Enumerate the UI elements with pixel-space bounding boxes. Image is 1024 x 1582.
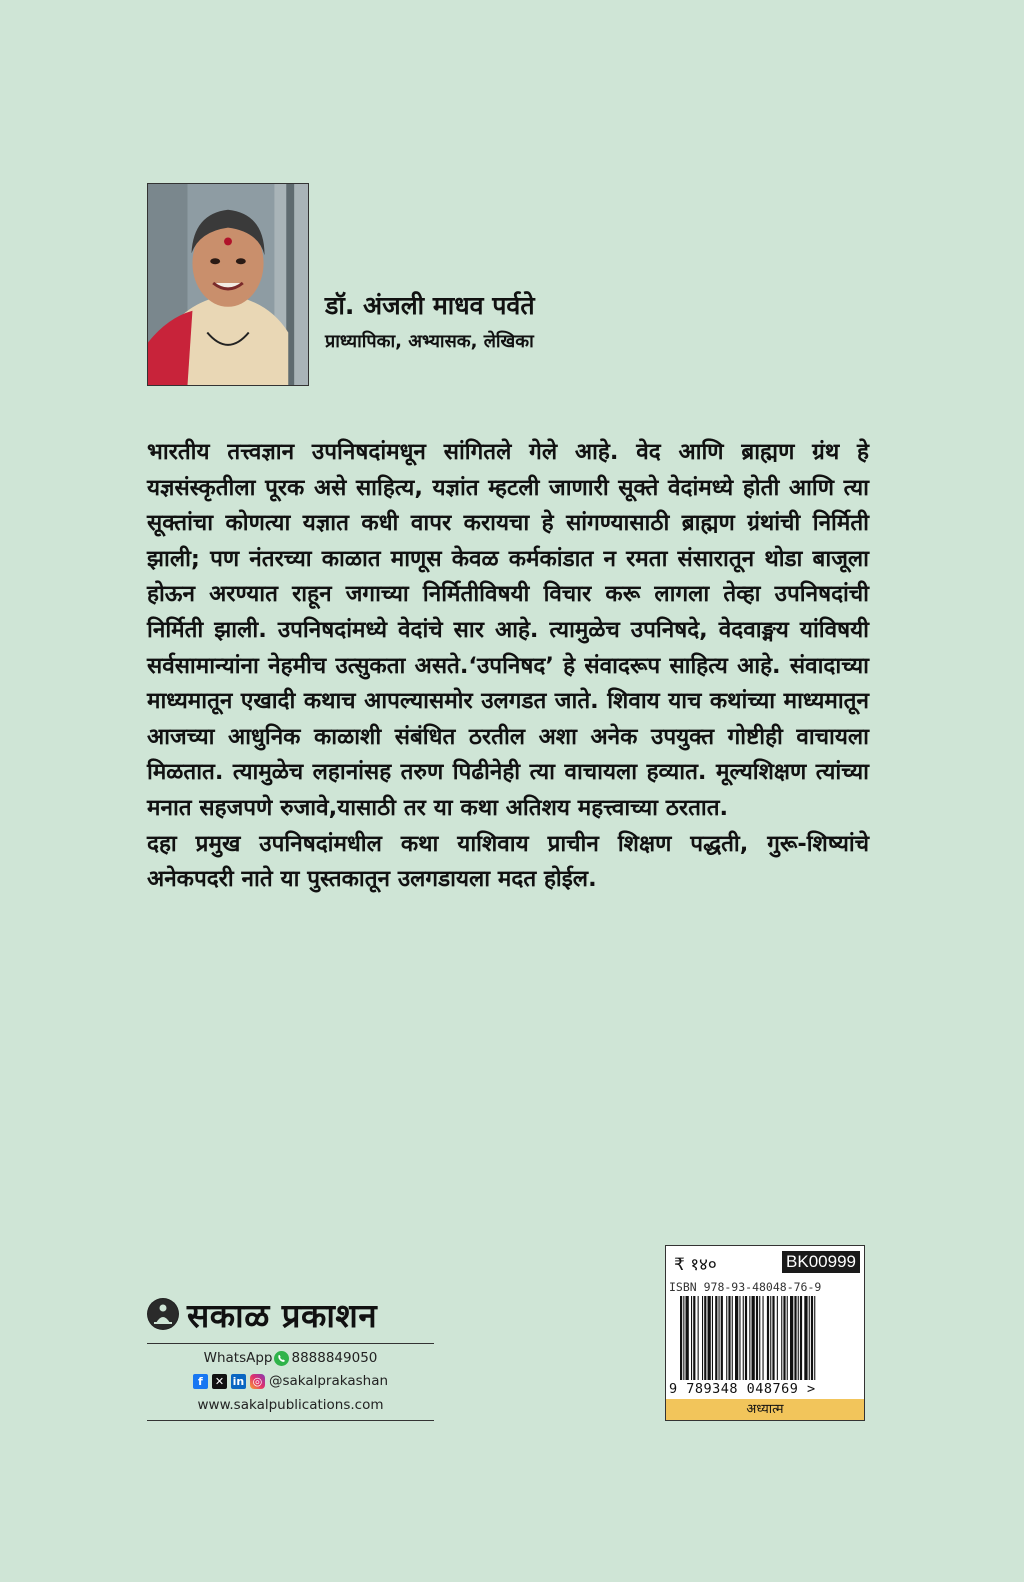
barcode-bar bbox=[745, 1296, 747, 1380]
barcode-bar bbox=[800, 1296, 802, 1380]
barcode-bar bbox=[798, 1296, 799, 1380]
instagram-icon[interactable]: ◎ bbox=[250, 1374, 265, 1389]
barcode-bar bbox=[814, 1296, 815, 1380]
ean-digits: 9 789348 048769 > bbox=[669, 1381, 816, 1397]
barcode-bar bbox=[693, 1296, 695, 1380]
barcode-bar bbox=[772, 1296, 774, 1380]
barcode-bar bbox=[787, 1296, 788, 1380]
whatsapp-icon bbox=[274, 1351, 289, 1366]
barcode-bar bbox=[702, 1296, 703, 1380]
facebook-icon[interactable]: f bbox=[193, 1374, 208, 1389]
isbn-text: ISBN 978-93-48048-76-9 bbox=[669, 1280, 822, 1294]
social-links bbox=[147, 1373, 434, 1389]
barcode-bar bbox=[811, 1296, 813, 1380]
author-portrait-image bbox=[148, 184, 308, 385]
barcode-image bbox=[680, 1296, 856, 1380]
barcode-bar bbox=[749, 1296, 750, 1380]
publisher-website: www.sakalpublications.com bbox=[197, 1397, 384, 1413]
barcode-bar bbox=[809, 1296, 810, 1380]
whatsapp-label: WhatsApp bbox=[203, 1350, 273, 1366]
author-photo bbox=[147, 183, 309, 386]
publisher-name: सकाळ प्रकाशन bbox=[187, 1295, 378, 1335]
barcode-bar bbox=[743, 1296, 744, 1380]
publisher-divider-top bbox=[147, 1343, 434, 1344]
barcode-bar bbox=[712, 1296, 713, 1380]
barcode-bar bbox=[691, 1296, 692, 1380]
barcode-bar bbox=[767, 1296, 769, 1380]
barcode-bar bbox=[756, 1296, 758, 1380]
product-code: BK00999 bbox=[782, 1251, 860, 1273]
barcode-bar bbox=[719, 1296, 720, 1380]
barcode-bar bbox=[794, 1296, 796, 1380]
publisher-divider-bottom bbox=[147, 1420, 434, 1421]
x-icon[interactable]: ✕ bbox=[212, 1374, 227, 1389]
barcode-bar bbox=[783, 1296, 785, 1380]
barcode-bar bbox=[759, 1296, 760, 1380]
price: ₹ १४० bbox=[674, 1255, 717, 1275]
author-name: डॉ. अंजली माधव पर्वते bbox=[325, 291, 535, 320]
barcode-bar bbox=[804, 1296, 807, 1380]
barcode-bars bbox=[680, 1296, 856, 1380]
barcode-bar bbox=[708, 1296, 711, 1380]
barcode-bar bbox=[683, 1296, 684, 1380]
barcode-bar bbox=[739, 1296, 740, 1380]
genre-band: अध्यात्म bbox=[666, 1399, 864, 1420]
barcode-bar bbox=[777, 1296, 778, 1380]
barcode-bar bbox=[763, 1296, 764, 1380]
barcode-bar bbox=[790, 1296, 793, 1380]
barcode-bar bbox=[715, 1296, 717, 1380]
author-role: प्राध्यापिका, अभ्यासक, लेखिका bbox=[325, 331, 534, 352]
barcode-bar bbox=[680, 1296, 682, 1380]
barcode-bar bbox=[704, 1296, 706, 1380]
publisher-logo bbox=[147, 1292, 435, 1336]
blurb-paragraph-2: दहा प्रमुख उपनिषदांमधील कथा याशिवाय प्राचीन शिक्षण पद्धती, गुरू-शिष्यांचे अनेकपदरी नाते या पुस्तकातून उलगडायला मदत होईल. bbox=[147, 830, 869, 893]
barcode-bar bbox=[732, 1296, 733, 1380]
barcode-bar bbox=[721, 1296, 723, 1380]
barcode-bar bbox=[686, 1296, 689, 1380]
social-handle: @sakalprakashan bbox=[268, 1373, 389, 1389]
blurb-paragraph-1: भारतीय तत्त्वज्ञान उपनिषदांमधून सांगितले गेले आहे. वेद आणि ब्राह्मण ग्रंथ हे यज्ञसंस्कृतीला पूरक असे साहित्य, यज्ञांत म्हटली जाणारी सूक्ते वेदांमध्ये होती आणि त्या सूक्तांचा कोणत्या यज्ञात कधी वापर करायचा हे सांगण्यासाठी ब्राह्मण ग्रंथांची निर्मिती झाली; पण नंतरच्या काळात माणूस केवळ कर्मकांडात न रमता संसारातून थोडा बाजूला होऊन अरण्यात राहून जगाच्या निर्मितीविषयी विचार करू लागला तेव्हा उपनिषदांची निर्मिती झाली. उपनिषदांमध्ये वेदांचे सार आहे. त्यामुळेच उपनिषदे, वेदवाङ्मय यांविषयी सर्वसामान्यांना नेहमीच उत्सुकता असते.‘उपनिषद’ हे संवादरूप साहित्य आहे. संवादाच्या माध्यमातून एखादी कथाच आपल्यासमोर उलगडत जाते. शिवाय याच कथांच्या माध्यमातून आजच्या आधुनिक काळाशी संबंधित ठरतील अशा अनेक उपयुक्त गोष्टीही वाचायला मिळतात. त्यामुळेच लहानांसह तरुण पिढीनेही त्या वाचायला हव्यात. मूल्यशिक्षण त्यांच्या मनात सहजपणे रुजावे,यासाठी तर या कथा अतिशय महत्त्वाच्या ठरतात. bbox=[147, 439, 869, 821]
barcode-bar bbox=[735, 1296, 738, 1380]
price-barcode-box bbox=[665, 1245, 865, 1421]
barcode-bar bbox=[781, 1296, 782, 1380]
barcode-bar bbox=[728, 1296, 730, 1380]
barcode-bar bbox=[698, 1296, 699, 1380]
barcode-bar bbox=[726, 1296, 727, 1380]
linkedin-icon[interactable]: in bbox=[232, 1374, 245, 1388]
barcode-bar bbox=[752, 1296, 755, 1380]
barcode-bar bbox=[770, 1296, 771, 1380]
book-blurb bbox=[147, 435, 869, 898]
whatsapp-contact bbox=[147, 1350, 434, 1366]
whatsapp-number: 8888849050 bbox=[291, 1350, 378, 1366]
publisher-emblem-icon bbox=[147, 1298, 179, 1330]
